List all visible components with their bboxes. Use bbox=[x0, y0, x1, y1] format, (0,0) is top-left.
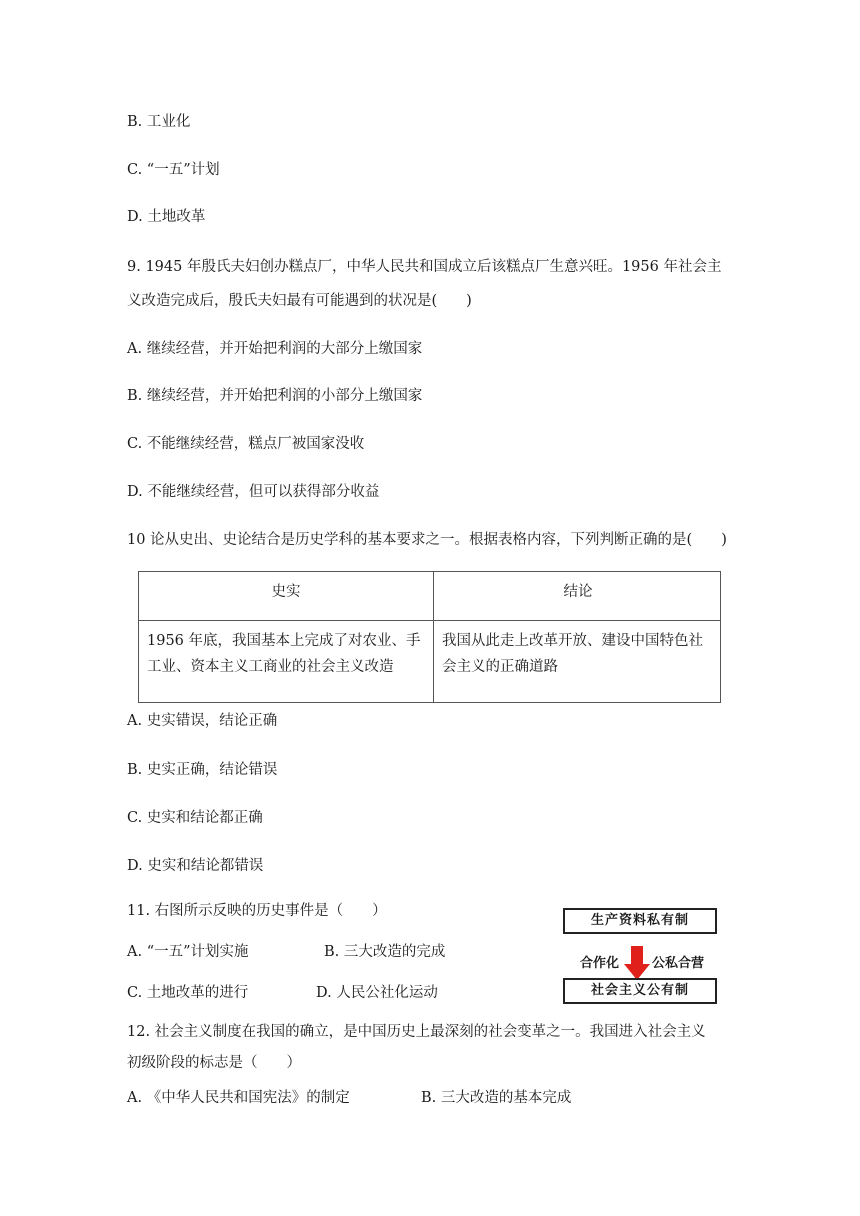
table-header-conclusion: 结论 bbox=[563, 584, 593, 600]
option-10b: B. 史实正确，结论错误 bbox=[127, 762, 278, 778]
table-header-fact: 史实 bbox=[271, 584, 301, 600]
option-8c: C. “一五”计划 bbox=[127, 162, 220, 178]
diagram-right-label: 公私合营 bbox=[652, 956, 705, 971]
option-12b: B. 三大改造的基本完成 bbox=[421, 1090, 572, 1106]
table-conclusion-line2: 会主义的正确道路 bbox=[442, 659, 558, 675]
fact-conclusion-table bbox=[138, 571, 721, 703]
table-cell-conclusion bbox=[442, 628, 703, 680]
table-fact-line1: 1956 年底，我国基本上完成了对农业、手 bbox=[147, 633, 421, 649]
question-11: 11. 右图所示反映的历史事件是（ ） bbox=[127, 903, 387, 919]
option-9d: D. 不能继续经营，但可以获得部分收益 bbox=[127, 484, 380, 500]
option-11c: C. 土地改革的进行 bbox=[127, 985, 249, 1001]
option-9c: C. 不能继续经营，糕点厂被国家没收 bbox=[127, 436, 365, 452]
diagram-left-label: 合作化 bbox=[580, 956, 620, 971]
option-10c: C. 史实和结论都正确 bbox=[127, 810, 263, 826]
ownership-diagram bbox=[560, 908, 730, 1008]
question-9-line1: 9. 1945 年殷氏夫妇创办糕点厂，中华人民共和国成立后该糕点厂生意兴旺。1956 年社会主 bbox=[127, 259, 722, 275]
question-9-line2: 义改造完成后，殷氏夫妇最有可能遇到的状况是( ) bbox=[127, 293, 472, 309]
question-12-line1: 12. 社会主义制度在我国的确立，是中国历史上最深刻的社会变革之一。我国进入社会主义 bbox=[127, 1024, 706, 1040]
option-11d: D. 人民公社化运动 bbox=[316, 985, 438, 1001]
option-11b: B. 三大改造的完成 bbox=[324, 944, 446, 960]
table-fact-line2: 工业、资本主义工商业的社会主义改造 bbox=[147, 659, 394, 675]
option-9b: B. 继续经营，并开始把利润的小部分上缴国家 bbox=[127, 388, 423, 404]
option-12a: A. 《中华人民共和国宪法》的制定 bbox=[127, 1090, 350, 1106]
diagram-bottom-box: 社会主义公有制 bbox=[563, 978, 717, 1004]
option-10d: D. 史实和结论都错误 bbox=[127, 858, 264, 874]
question-12-line2: 初级阶段的标志是（ ） bbox=[127, 1055, 301, 1071]
option-8b: B. 工业化 bbox=[127, 114, 191, 130]
question-10: 10 论从史出、史论结合是历史学科的基本要求之一。根据表格内容，下列判断正确的是( ) bbox=[127, 532, 727, 548]
option-11a: A. “一五”计划实施 bbox=[127, 944, 249, 960]
option-8d: D. 土地改革 bbox=[127, 209, 206, 225]
table-cell-fact bbox=[147, 628, 421, 680]
option-10a: A. 史实错误，结论正确 bbox=[127, 713, 278, 729]
down-arrow-icon bbox=[624, 946, 650, 980]
option-9a: A. 继续经营，并开始把利润的大部分上缴国家 bbox=[127, 341, 423, 357]
table-conclusion-line1: 我国从此走上改革开放、建设中国特色社 bbox=[442, 633, 703, 649]
diagram-top-box: 生产资料私有制 bbox=[563, 908, 717, 934]
